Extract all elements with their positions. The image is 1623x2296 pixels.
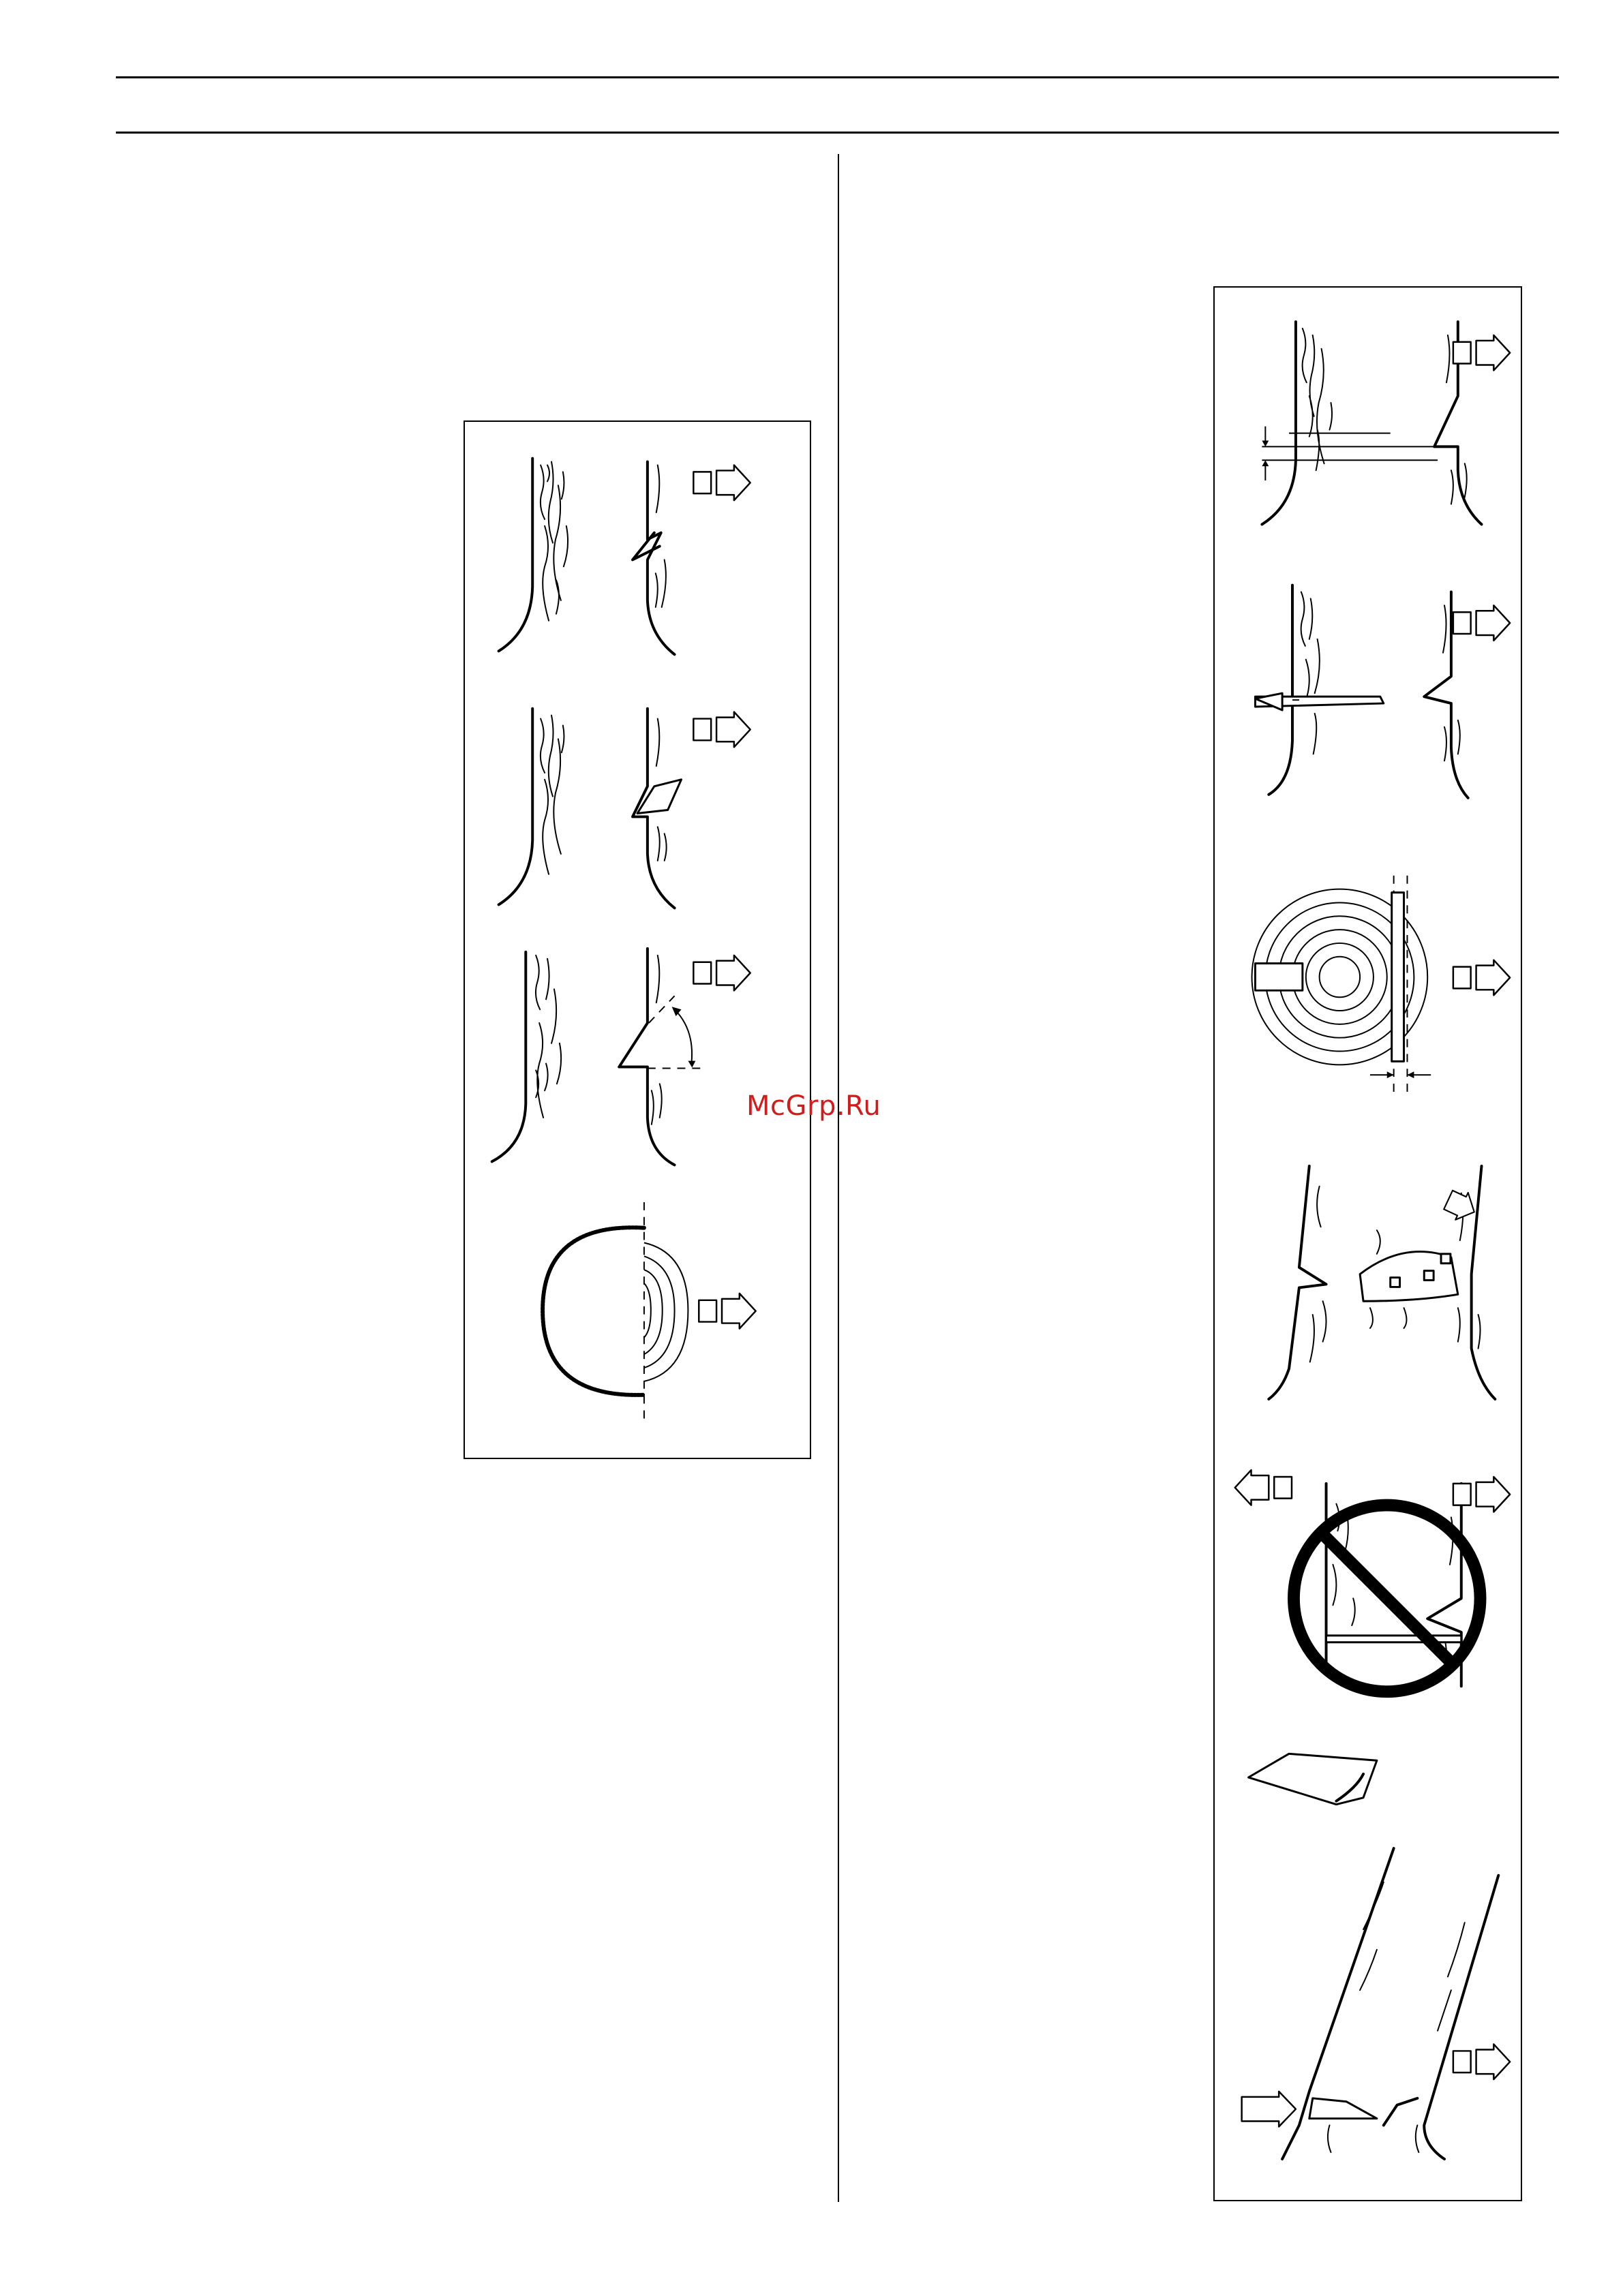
figure-hinge-top-view — [1252, 876, 1511, 1092]
left-illustration-svg — [465, 422, 810, 1458]
header-rule-bottom — [116, 132, 1559, 134]
figure-prohibited-no-hinge — [1235, 1470, 1510, 1692]
column-divider — [838, 154, 839, 2202]
watermark: McGrp.Ru — [746, 1090, 881, 1122]
left-illustration-panel — [464, 420, 811, 1459]
figure-felling-cut-height — [1262, 322, 1510, 524]
right-illustration-svg — [1215, 288, 1521, 2200]
figure-wedge-driving — [1242, 1754, 1510, 2159]
figure-open-notch-step-2 — [499, 709, 750, 908]
figure-felling-wedge-in-cut — [1269, 1166, 1495, 1399]
right-illustration-panel — [1213, 286, 1522, 2201]
figure-felling-cut-horizontal — [1255, 585, 1510, 798]
figure-open-notch-angle — [492, 949, 750, 1165]
figure-open-notch-step-1 — [499, 459, 750, 655]
header-rule-top — [116, 76, 1559, 78]
figure-notch-top-view — [543, 1202, 756, 1425]
